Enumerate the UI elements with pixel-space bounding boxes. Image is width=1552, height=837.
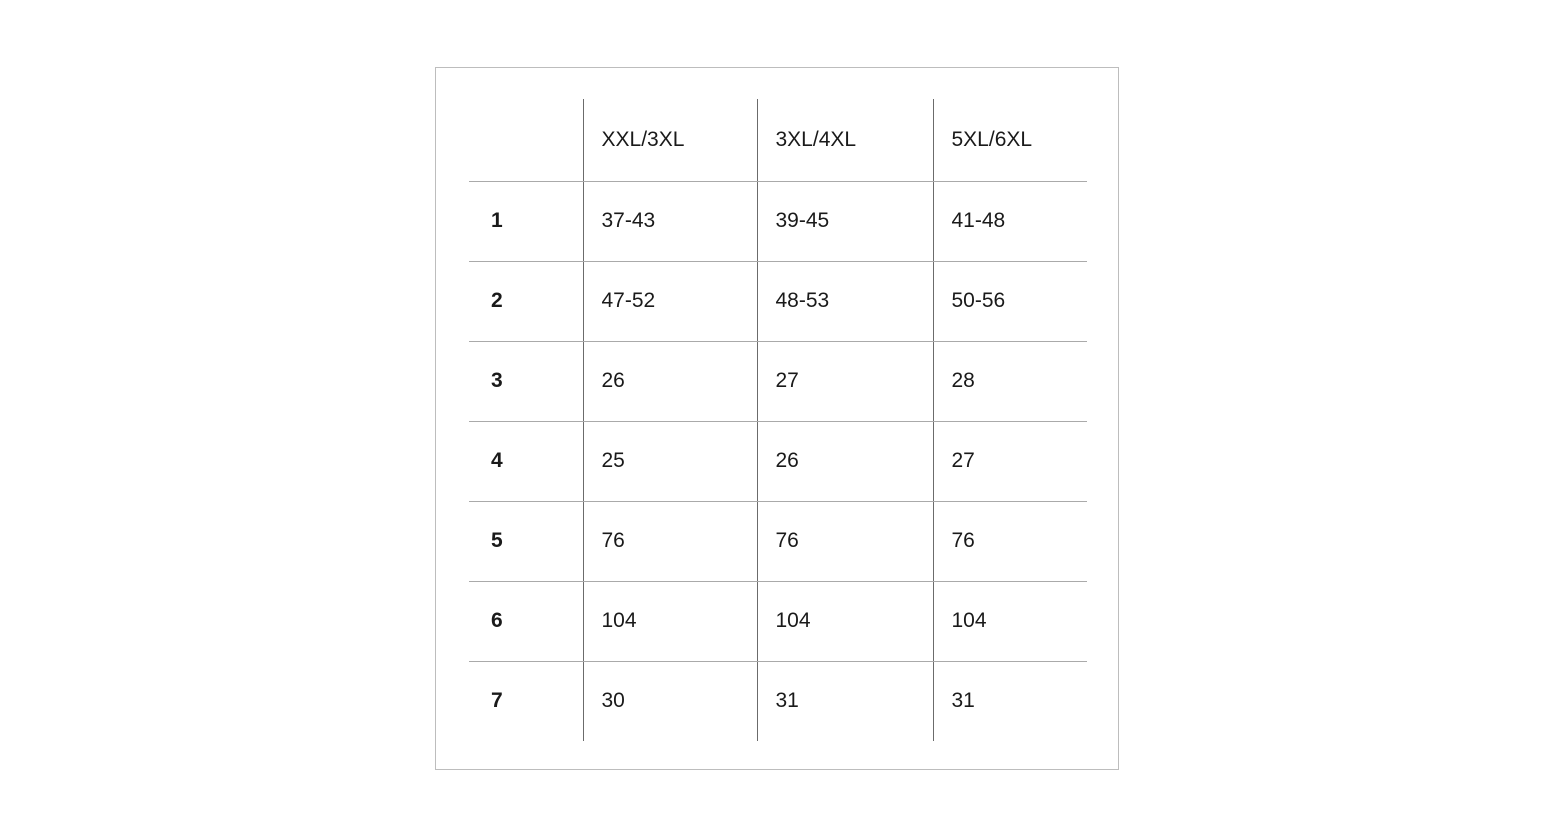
table-cell: 30 bbox=[583, 661, 757, 741]
table-cell: 26 bbox=[757, 421, 933, 501]
table-cell: 26 bbox=[583, 341, 757, 421]
table-row bbox=[469, 661, 1087, 741]
table-cell: 25 bbox=[583, 421, 757, 501]
table-corner-cell bbox=[469, 99, 583, 181]
table-row bbox=[469, 581, 1087, 661]
row-label: 5 bbox=[469, 501, 583, 581]
table-header bbox=[469, 99, 1087, 181]
table-cell: 27 bbox=[757, 341, 933, 421]
table-cell: 76 bbox=[757, 501, 933, 581]
row-label: 6 bbox=[469, 581, 583, 661]
table-cell: 104 bbox=[933, 581, 1087, 661]
column-header-5xl-6xl: 5XL/6XL bbox=[933, 99, 1087, 181]
table-row bbox=[469, 421, 1087, 501]
table-cell: 47-52 bbox=[583, 261, 757, 341]
table-row bbox=[469, 501, 1087, 581]
row-label: 7 bbox=[491, 689, 503, 713]
table-cell: 104 bbox=[583, 581, 757, 661]
size-chart-card bbox=[435, 67, 1119, 770]
table-cell: 41-48 bbox=[933, 181, 1087, 261]
column-header-3xl-4xl: 3XL/4XL bbox=[757, 99, 933, 181]
row-label: 4 bbox=[469, 421, 583, 501]
table-cell: 31 bbox=[757, 661, 933, 741]
table-cell: 50-56 bbox=[933, 261, 1087, 341]
table-row bbox=[469, 181, 1087, 261]
table-body bbox=[469, 181, 1087, 741]
table-row bbox=[469, 261, 1087, 341]
table-cell: 37-43 bbox=[583, 181, 757, 261]
table-cell: 28 bbox=[933, 341, 1087, 421]
table-cell: 76 bbox=[933, 501, 1087, 581]
table-cell: 76 bbox=[583, 501, 757, 581]
table-cell: 27 bbox=[933, 421, 1087, 501]
row-label: 2 bbox=[469, 261, 583, 341]
row-label: 1 bbox=[469, 181, 583, 261]
header-row bbox=[469, 99, 1087, 181]
table-cell: 31 bbox=[933, 661, 1087, 741]
row-label: 3 bbox=[469, 341, 583, 421]
column-header-xxl-3xl: XXL/3XL bbox=[583, 99, 757, 181]
table-cell: 104 bbox=[757, 581, 933, 661]
table-cell: 39-45 bbox=[757, 181, 933, 261]
table-cell: 48-53 bbox=[757, 261, 933, 341]
size-chart-table bbox=[469, 99, 1087, 741]
table-row bbox=[469, 341, 1087, 421]
